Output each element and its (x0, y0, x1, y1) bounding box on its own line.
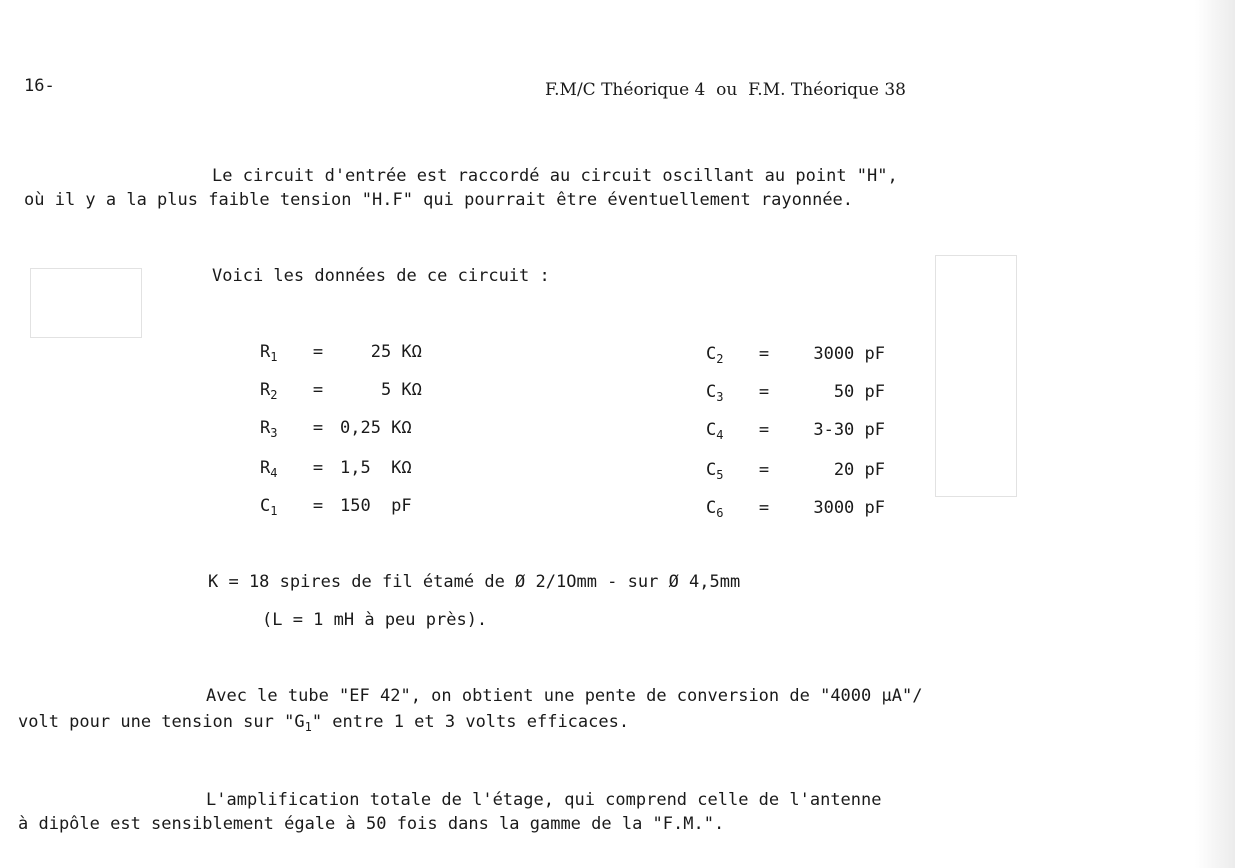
page-number: 16- (24, 76, 55, 96)
equals-sign: = (312, 458, 324, 478)
coil-spec-line1: K = 18 spires de fil étamé de Ø 2/1Omm - sur Ø 4,5mm (208, 572, 741, 592)
component-name: $C_5$ (706, 460, 724, 482)
paragraph2-line1: Avec le tube "EF 42", on obtient une pente de conversion de "4000 µA"/ (206, 686, 923, 706)
component-value: 50 pF (833, 382, 885, 402)
component-name: $C_1$ (260, 496, 278, 518)
equals-sign: = (758, 344, 770, 364)
component-name: $R_4$ (260, 458, 278, 480)
component-value: 150 pF (340, 496, 412, 516)
paragraph3-line1: L'amplification totale de l'étage, qui comprend celle de l'antenne (206, 790, 882, 810)
component-value: 0,25 KΩ (340, 418, 412, 438)
component-value: 3000 pF (813, 498, 885, 518)
equals-sign: = (312, 496, 324, 516)
paragraph3-line2: à dipôle est sensiblement égale à 50 fois dans la gamme de la "F.M.". (18, 814, 725, 834)
component-value: 5 KΩ (340, 380, 422, 400)
component-value: 1,5 KΩ (340, 458, 412, 478)
component-value: 25 KΩ (340, 342, 422, 362)
component-name: $C_6$ (706, 498, 724, 520)
equals-sign: = (758, 420, 770, 440)
equals-sign: = (758, 460, 770, 480)
intro-text: Voici les données de ce circuit : (212, 266, 550, 286)
component-value: 3-30 pF (813, 420, 885, 440)
paragraph1-line2: où il y a la plus faible tension "H.F" qui pourrait être éventuellement rayonnée. (24, 190, 854, 210)
coil-spec-line2: (L = 1 mH à peu près). (262, 610, 488, 630)
show-through-mark (30, 268, 142, 338)
equals-sign: = (312, 380, 324, 400)
component-name: $C_4$ (706, 420, 724, 442)
component-name: $R_1$ (260, 342, 278, 364)
component-name: $R_3$ (260, 418, 278, 440)
scan-edge-shadow (1195, 0, 1235, 868)
component-value: 20 pF (833, 460, 885, 480)
component-name: $R_2$ (260, 380, 278, 402)
component-name: $C_3$ (706, 382, 724, 404)
component-value: 3000 pF (813, 344, 885, 364)
equals-sign: = (312, 342, 324, 362)
equals-sign: = (312, 418, 324, 438)
header-reference: F.M/C Théorique 4 ou F.M. Théorique 38 (545, 80, 906, 100)
paragraph2-line2: volt pour une tension sur "$G_1$" entre 1 et 3 volts efficaces. (18, 712, 630, 734)
equals-sign: = (758, 498, 770, 518)
paragraph1-line1: Le circuit d'entrée est raccordé au circuit oscillant au point "H", (212, 166, 898, 186)
component-name: $C_2$ (706, 344, 724, 366)
show-through-mark (935, 255, 1017, 497)
equals-sign: = (758, 382, 770, 402)
